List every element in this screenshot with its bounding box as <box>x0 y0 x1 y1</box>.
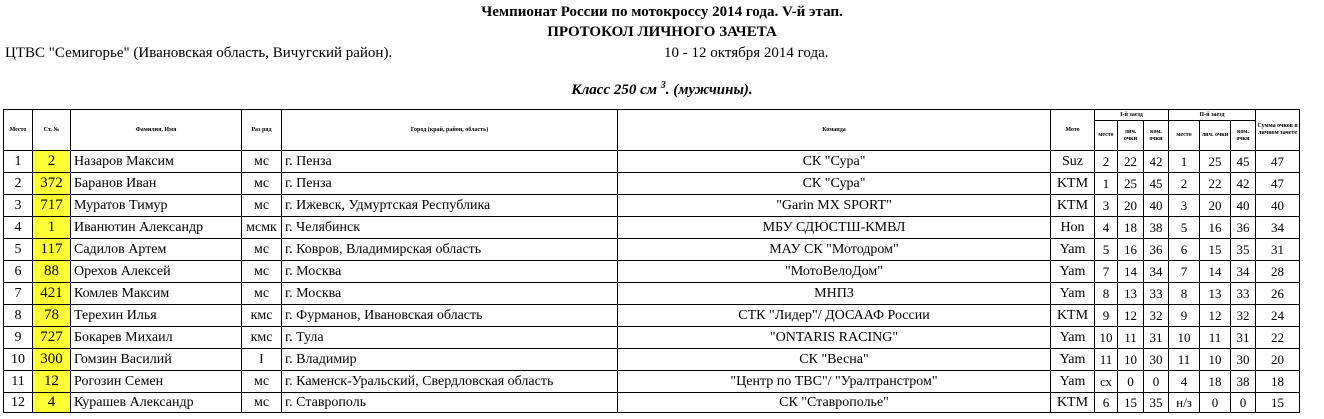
rank-cell: мс <box>242 283 282 305</box>
start-number-cell: 1 <box>33 217 71 239</box>
city-cell: г. Пенза <box>282 151 618 173</box>
start-number-cell: 2 <box>33 151 71 173</box>
rank-cell: кмс <box>242 327 282 349</box>
rank-cell: кмс <box>242 305 282 327</box>
total-cell: 47 <box>1256 151 1300 173</box>
table-row <box>4 371 1300 393</box>
race1-points-cell: 20 <box>1118 195 1144 217</box>
class-prefix: Класс 250 см <box>571 82 658 98</box>
rank-cell: мс <box>242 151 282 173</box>
rank-cell: мс <box>242 239 282 261</box>
race2-place-cell: 3 <box>1169 195 1200 217</box>
city-cell: г. Фурманов, Ивановская область <box>282 305 618 327</box>
city-cell: г. Москва <box>282 283 618 305</box>
total-cell: 18 <box>1256 371 1300 393</box>
team-cell: "Центр по ТВС"/ "Уралтранстром" <box>618 371 1051 393</box>
race2-points-cell: 16 <box>1200 217 1231 239</box>
race2-place-cell: 8 <box>1169 283 1200 305</box>
race1-cum-cell: 38 <box>1144 217 1169 239</box>
total-cell: 31 <box>1256 239 1300 261</box>
race2-place-cell: 10 <box>1169 327 1200 349</box>
rank-cell: мс <box>242 195 282 217</box>
total-cell: 15 <box>1256 393 1300 413</box>
moto-cell: KTM <box>1051 305 1095 327</box>
team-cell: МАУ СК "Мотодром" <box>618 239 1051 261</box>
total-cell: 40 <box>1256 195 1300 217</box>
rank-cell: мс <box>242 393 282 413</box>
place-cell: 12 <box>4 393 33 413</box>
race1-cum-cell: 32 <box>1144 305 1169 327</box>
race1-cum-cell: 0 <box>1144 371 1169 393</box>
race1-cum-cell: 30 <box>1144 349 1169 371</box>
race2-cum-cell: 31 <box>1231 327 1256 349</box>
race1-cum-cell: 36 <box>1144 239 1169 261</box>
table-row <box>4 239 1300 261</box>
start-number-cell: 421 <box>33 283 71 305</box>
total-cell: 34 <box>1256 217 1300 239</box>
table-row <box>4 349 1300 371</box>
team-cell: СК "Сура" <box>618 151 1051 173</box>
race1-place-cell: 6 <box>1095 393 1118 413</box>
start-number-cell: 4 <box>33 393 71 413</box>
race2-place-cell: 5 <box>1169 217 1200 239</box>
race2-place-cell: 6 <box>1169 239 1200 261</box>
championship-title: Чемпионат России по мотокроссу 2014 года. V-й этап. <box>481 4 843 20</box>
city-cell: г. Ижевск, Удмуртская Республика <box>282 195 618 217</box>
place-cell: 10 <box>4 349 33 371</box>
place-cell: 8 <box>4 305 33 327</box>
race2-cum-cell: 38 <box>1231 371 1256 393</box>
race1-cum-cell: 40 <box>1144 195 1169 217</box>
name-cell: Рогозин Семен <box>71 371 242 393</box>
team-cell: СК "Ставрополье" <box>618 393 1051 413</box>
race1-points-cell: 15 <box>1118 393 1144 413</box>
venue-text: ЦТВС "Семигорье" (Ивановская область, Вичугский район). <box>5 45 393 61</box>
name-cell: Иванютин Александр <box>71 217 242 239</box>
name-cell: Назаров Максим <box>71 151 242 173</box>
team-cell: СК "Сура" <box>618 173 1051 195</box>
race1-points-cell: 11 <box>1118 327 1144 349</box>
team-cell: СТК "Лидер"/ ДОСААФ России <box>618 305 1051 327</box>
place-cell: 5 <box>4 239 33 261</box>
name-cell: Гомзин Василий <box>71 349 242 371</box>
place-cell: 11 <box>4 371 33 393</box>
col-race1: I-й заезд <box>1095 110 1169 121</box>
table-row <box>4 393 1300 413</box>
table-row <box>4 305 1300 327</box>
race1-cum-cell: 33 <box>1144 283 1169 305</box>
rank-cell: мс <box>242 261 282 283</box>
place-cell: 7 <box>4 283 33 305</box>
race1-points-cell: 0 <box>1118 371 1144 393</box>
start-number-cell: 88 <box>33 261 71 283</box>
place-cell: 9 <box>4 327 33 349</box>
col-r2-points: лич. очки <box>1200 121 1231 151</box>
col-place: Место <box>4 110 33 151</box>
race1-points-cell: 22 <box>1118 151 1144 173</box>
table-row <box>4 173 1300 195</box>
race2-cum-cell: 42 <box>1231 173 1256 195</box>
col-r2-cum: ком. очки <box>1231 121 1256 151</box>
name-cell: Садилов Артем <box>71 239 242 261</box>
race2-place-cell: 1 <box>1169 151 1200 173</box>
race1-points-cell: 18 <box>1118 217 1144 239</box>
rank-cell: мс <box>242 173 282 195</box>
race2-cum-cell: 32 <box>1231 305 1256 327</box>
moto-cell: KTM <box>1051 393 1095 413</box>
total-cell: 26 <box>1256 283 1300 305</box>
race1-place-cell: 5 <box>1095 239 1118 261</box>
place-cell: 3 <box>4 195 33 217</box>
col-moto: Мото <box>1051 110 1095 151</box>
name-cell: Баранов Иван <box>71 173 242 195</box>
race2-place-cell: 2 <box>1169 173 1200 195</box>
col-team: Команда <box>618 110 1051 151</box>
moto-cell: KTM <box>1051 173 1095 195</box>
race2-points-cell: 18 <box>1200 371 1231 393</box>
race1-points-cell: 10 <box>1118 349 1144 371</box>
race1-place-cell: 1 <box>1095 173 1118 195</box>
table-row <box>4 195 1300 217</box>
moto-cell: Yam <box>1051 349 1095 371</box>
name-cell: Курашев Александр <box>71 393 242 413</box>
class-suffix: . (мужчины). <box>665 82 753 98</box>
race2-points-cell: 25 <box>1200 151 1231 173</box>
total-cell: 22 <box>1256 327 1300 349</box>
total-cell: 28 <box>1256 261 1300 283</box>
start-number-cell: 727 <box>33 327 71 349</box>
race2-points-cell: 15 <box>1200 239 1231 261</box>
race1-place-cell: 4 <box>1095 217 1118 239</box>
race1-cum-cell: 42 <box>1144 151 1169 173</box>
class-superscript: 3 <box>660 80 666 91</box>
city-cell: г. Челябинск <box>282 217 618 239</box>
place-cell: 6 <box>4 261 33 283</box>
race2-cum-cell: 0 <box>1231 393 1256 413</box>
moto-cell: Yam <box>1051 239 1095 261</box>
race1-cum-cell: 35 <box>1144 393 1169 413</box>
race2-points-cell: 22 <box>1200 173 1231 195</box>
moto-cell: Yam <box>1051 283 1095 305</box>
race1-place-cell: 9 <box>1095 305 1118 327</box>
race1-cum-cell: 31 <box>1144 327 1169 349</box>
col-r2-place: место <box>1169 121 1200 151</box>
team-cell: "ONTARIS RACING" <box>618 327 1051 349</box>
race2-cum-cell: 30 <box>1231 349 1256 371</box>
race2-points-cell: 10 <box>1200 349 1231 371</box>
col-rank: Раз ряд <box>242 110 282 151</box>
race1-points-cell: 16 <box>1118 239 1144 261</box>
place-cell: 4 <box>4 217 33 239</box>
start-number-cell: 78 <box>33 305 71 327</box>
table-row <box>4 217 1300 239</box>
race1-points-cell: 14 <box>1118 261 1144 283</box>
col-r1-cum: ком. очки <box>1144 121 1169 151</box>
name-cell: Орехов Алексей <box>71 261 242 283</box>
total-cell: 20 <box>1256 349 1300 371</box>
team-cell: "Garin MX SPORT" <box>618 195 1051 217</box>
race2-place-cell: 4 <box>1169 371 1200 393</box>
name-cell: Комлев Максим <box>71 283 242 305</box>
team-cell: "МотоВелоДом" <box>618 261 1051 283</box>
race2-cum-cell: 35 <box>1231 239 1256 261</box>
race1-place-cell: 2 <box>1095 151 1118 173</box>
name-cell: Терехин Илья <box>71 305 242 327</box>
race2-points-cell: 13 <box>1200 283 1231 305</box>
race2-cum-cell: 40 <box>1231 195 1256 217</box>
race1-cum-cell: 34 <box>1144 261 1169 283</box>
race1-place-cell: 7 <box>1095 261 1118 283</box>
race2-points-cell: 12 <box>1200 305 1231 327</box>
city-cell: г. Пенза <box>282 173 618 195</box>
dates-text: 10 - 12 октября 2014 года. <box>664 45 829 61</box>
moto-cell: Yam <box>1051 261 1095 283</box>
col-race2: II-й заезд <box>1169 110 1256 121</box>
moto-cell: Yam <box>1051 371 1095 393</box>
rank-cell: мсмк <box>242 217 282 239</box>
start-number-cell: 117 <box>33 239 71 261</box>
name-cell: Муратов Тимур <box>71 195 242 217</box>
place-cell: 1 <box>4 151 33 173</box>
race2-cum-cell: 33 <box>1231 283 1256 305</box>
city-cell: г. Ковров, Владимирская область <box>282 239 618 261</box>
team-cell: МБУ СДЮСТШ-КМВЛ <box>618 217 1051 239</box>
class-title <box>0 80 1324 99</box>
table-row <box>4 151 1300 173</box>
start-number-cell: 300 <box>33 349 71 371</box>
race1-cum-cell: 45 <box>1144 173 1169 195</box>
race2-place-cell: 7 <box>1169 261 1200 283</box>
race1-points-cell: 25 <box>1118 173 1144 195</box>
protocol-title: ПРОТОКОЛ ЛИЧНОГО ЗАЧЕТА <box>547 24 777 40</box>
city-cell: г. Каменск-Уральский, Свердловская область <box>282 371 618 393</box>
city-cell: г. Владимир <box>282 349 618 371</box>
race2-place-cell: 9 <box>1169 305 1200 327</box>
start-number-cell: 12 <box>33 371 71 393</box>
results-table <box>3 109 1300 413</box>
team-cell: СК "Весна" <box>618 349 1051 371</box>
col-city: Город (край, район, область) <box>282 110 618 151</box>
total-cell: 24 <box>1256 305 1300 327</box>
moto-cell: Suz <box>1051 151 1095 173</box>
col-name: Фамилия, Имя <box>71 110 242 151</box>
race1-points-cell: 13 <box>1118 283 1144 305</box>
rank-cell: мс <box>242 371 282 393</box>
moto-cell: KTM <box>1051 195 1095 217</box>
race1-place-cell: 11 <box>1095 349 1118 371</box>
results-body <box>4 151 1300 413</box>
start-number-cell: 372 <box>33 173 71 195</box>
col-start-no: Ст. № <box>33 110 71 151</box>
race2-points-cell: 20 <box>1200 195 1231 217</box>
race2-points-cell: 14 <box>1200 261 1231 283</box>
race2-place-cell: 11 <box>1169 349 1200 371</box>
col-r1-place: место <box>1095 121 1118 151</box>
race2-cum-cell: 34 <box>1231 261 1256 283</box>
race1-place-cell: 8 <box>1095 283 1118 305</box>
city-cell: г. Москва <box>282 261 618 283</box>
race1-place-cell: 3 <box>1095 195 1118 217</box>
race2-cum-cell: 45 <box>1231 151 1256 173</box>
city-cell: г. Ставрополь <box>282 393 618 413</box>
race2-points-cell: 11 <box>1200 327 1231 349</box>
city-cell: г. Тула <box>282 327 618 349</box>
col-total: Сумма очков в личном зачете <box>1256 110 1300 151</box>
race2-cum-cell: 36 <box>1231 217 1256 239</box>
table-row <box>4 283 1300 305</box>
race2-points-cell: 0 <box>1200 393 1231 413</box>
total-cell: 47 <box>1256 173 1300 195</box>
name-cell: Бокарев Михаил <box>71 327 242 349</box>
rank-cell: I <box>242 349 282 371</box>
col-r1-points: лич. очки <box>1118 121 1144 151</box>
start-number-cell: 717 <box>33 195 71 217</box>
place-cell: 2 <box>4 173 33 195</box>
team-cell: МНПЗ <box>618 283 1051 305</box>
table-row <box>4 261 1300 283</box>
race1-points-cell: 12 <box>1118 305 1144 327</box>
moto-cell: Yam <box>1051 327 1095 349</box>
race2-place-cell: н/з <box>1169 393 1200 413</box>
race1-place-cell: сх <box>1095 371 1118 393</box>
race1-place-cell: 10 <box>1095 327 1118 349</box>
moto-cell: Hon <box>1051 217 1095 239</box>
table-row <box>4 327 1300 349</box>
